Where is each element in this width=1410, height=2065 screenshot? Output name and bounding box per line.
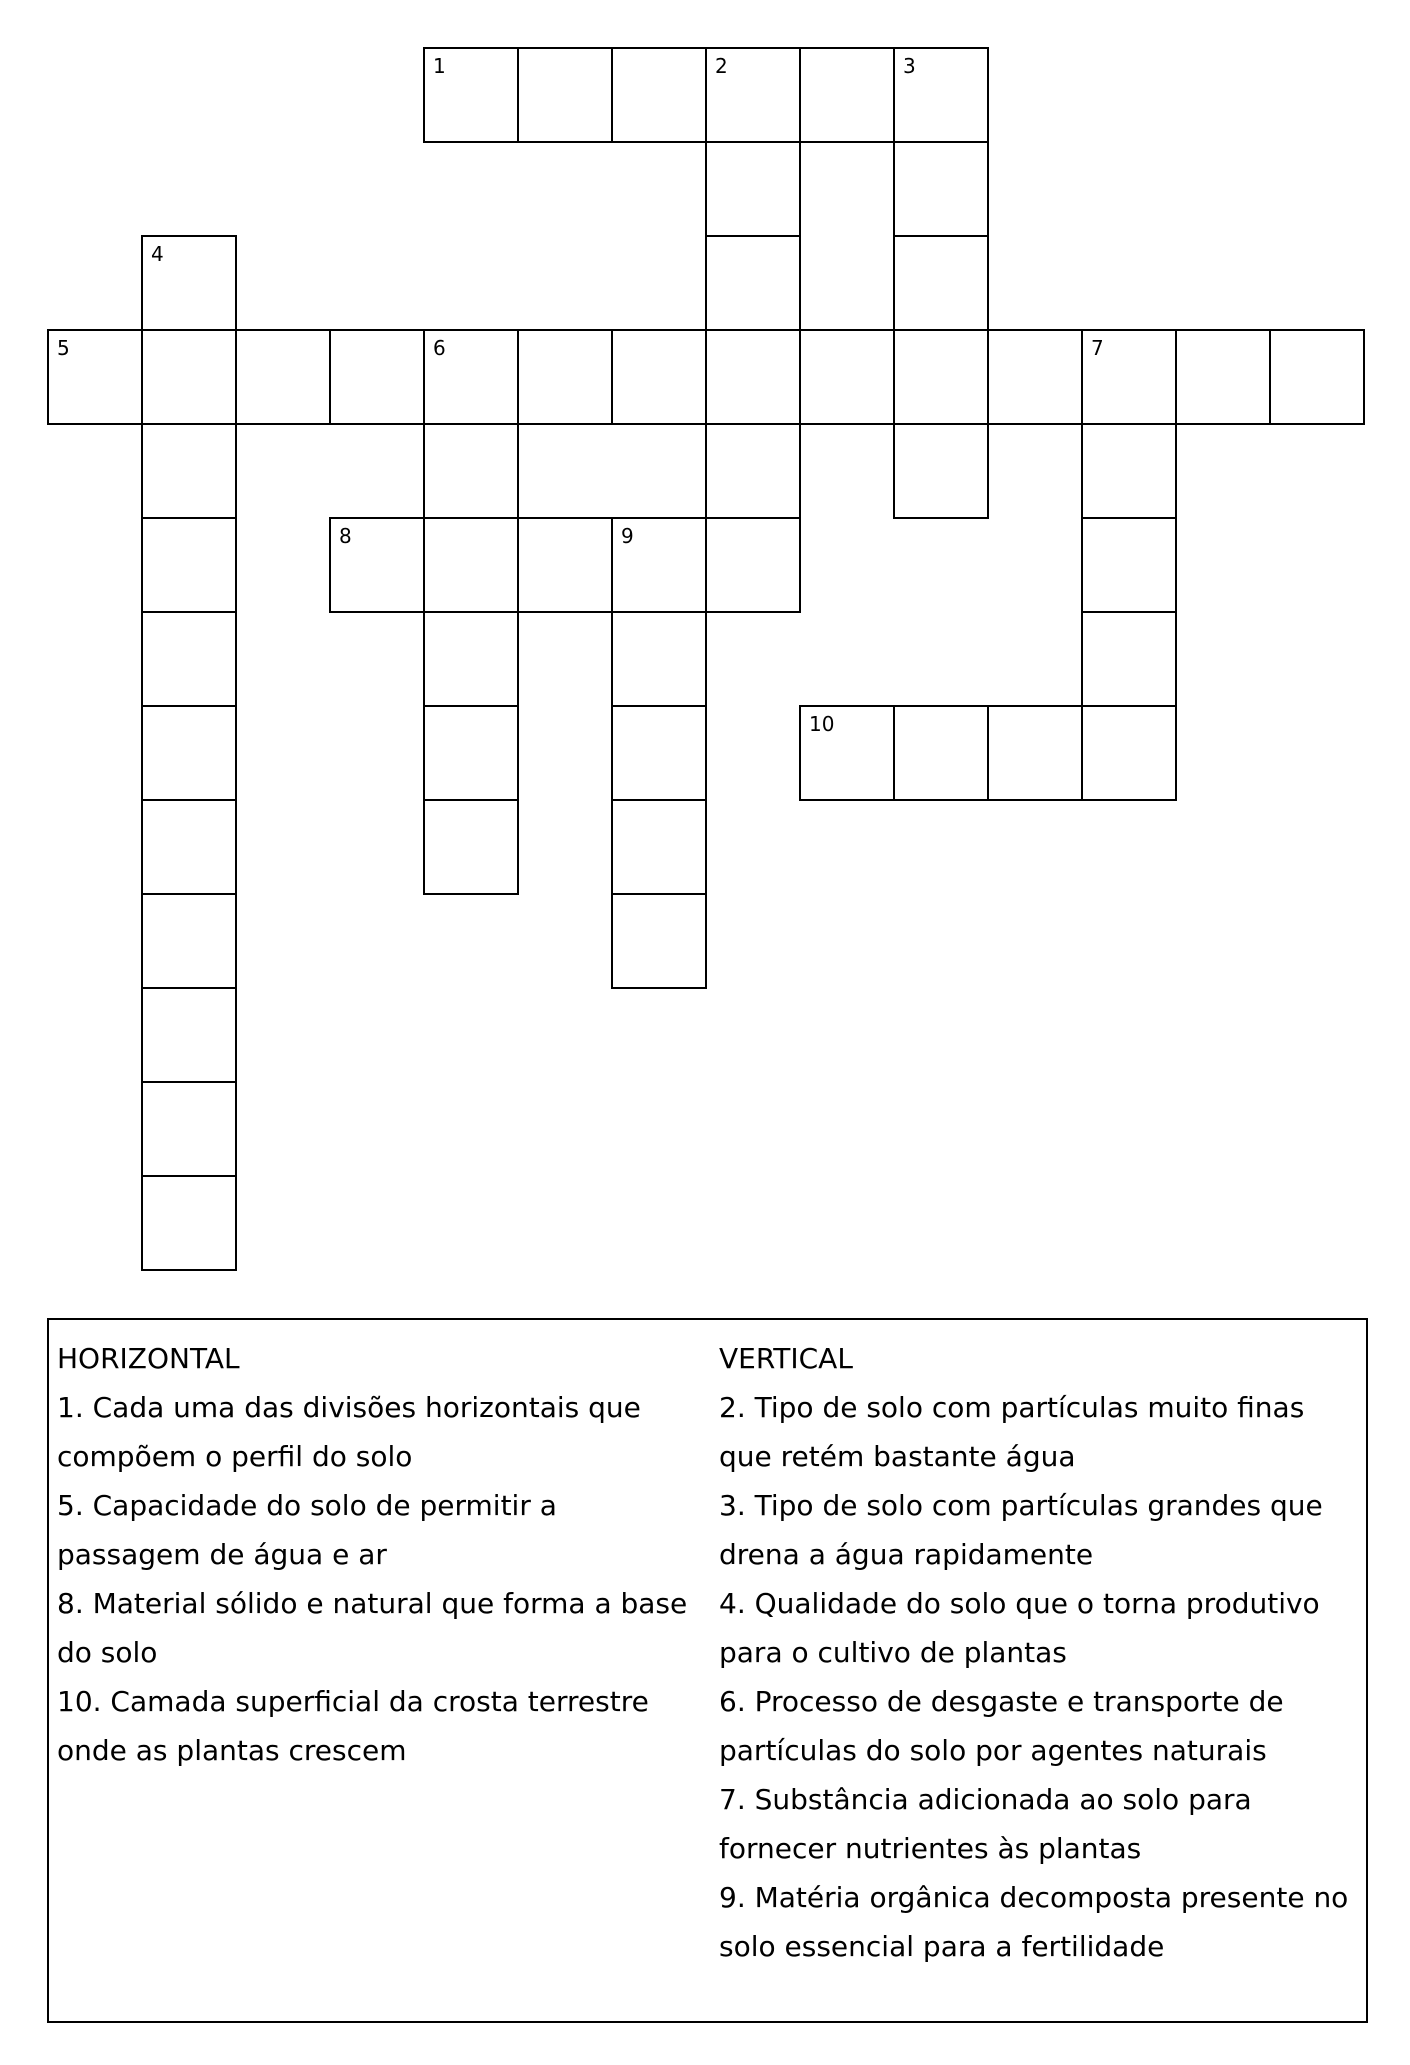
grid-cell[interactable] <box>1081 611 1177 707</box>
grid-cell[interactable] <box>611 799 707 895</box>
grid-cell[interactable] <box>423 517 519 613</box>
grid-cell[interactable] <box>611 611 707 707</box>
grid-cell[interactable] <box>705 329 801 425</box>
grid-cell[interactable] <box>141 893 237 989</box>
grid-cell[interactable] <box>611 517 707 613</box>
grid-cell[interactable] <box>611 329 707 425</box>
grid-cell[interactable] <box>1081 705 1177 801</box>
grid-cell[interactable] <box>705 423 801 519</box>
grid-cell[interactable] <box>423 799 519 895</box>
vertical-clue-7: 7. Substância adicionada ao solo para fornecer nutrientes às plantas <box>719 1783 1252 1865</box>
cell-number: 5 <box>57 336 70 360</box>
grid-cell[interactable] <box>893 47 989 143</box>
cell-number: 9 <box>621 524 634 548</box>
cell-number: 7 <box>1091 336 1104 360</box>
grid-cell[interactable] <box>1081 517 1177 613</box>
cell-number: 2 <box>715 54 728 78</box>
grid-cell[interactable] <box>1081 329 1177 425</box>
grid-cell[interactable] <box>611 705 707 801</box>
grid-cell[interactable] <box>987 705 1083 801</box>
grid-cell[interactable] <box>517 329 613 425</box>
grid-cell[interactable] <box>329 517 425 613</box>
grid-cell[interactable] <box>1175 329 1271 425</box>
grid-cell[interactable] <box>799 705 895 801</box>
grid-cell[interactable] <box>705 235 801 331</box>
grid-cell[interactable] <box>423 423 519 519</box>
horizontal-heading: HORIZONTAL <box>57 1342 240 1375</box>
grid-cell[interactable] <box>893 141 989 237</box>
grid-cell[interactable] <box>235 329 331 425</box>
grid-cell[interactable] <box>799 47 895 143</box>
grid-cell[interactable] <box>141 1175 237 1271</box>
cell-number: 1 <box>433 54 446 78</box>
grid-cell[interactable] <box>141 799 237 895</box>
grid-cell[interactable] <box>893 705 989 801</box>
grid-cell[interactable] <box>1269 329 1365 425</box>
grid-cell[interactable] <box>705 141 801 237</box>
grid-cell[interactable] <box>423 329 519 425</box>
horizontal-clue-1: 1. Cada uma das divisões horizontais que compõem o perfil do solo <box>57 1391 641 1473</box>
vertical-clue-2: 2. Tipo de solo com partículas muito finas que retém bastante água <box>719 1391 1305 1473</box>
cell-number: 10 <box>809 712 835 736</box>
grid-cell[interactable] <box>141 705 237 801</box>
grid-cell[interactable] <box>141 611 237 707</box>
vertical-clue-9: 9. Matéria orgânica decomposta presente no solo essencial para a fertilidade <box>719 1881 1349 1963</box>
vertical-clue-3: 3. Tipo de solo com partículas grandes que drena a água rapidamente <box>719 1489 1323 1571</box>
horizontal-clues <box>57 1334 697 1775</box>
grid-cell[interactable] <box>141 517 237 613</box>
cell-number: 3 <box>903 54 916 78</box>
horizontal-clue-5: 5. Capacidade do solo de permitir a passagem de água e ar <box>57 1489 557 1571</box>
grid-cell[interactable] <box>799 329 895 425</box>
grid-cell[interactable] <box>987 329 1083 425</box>
grid-cell[interactable] <box>611 47 707 143</box>
grid-cell[interactable] <box>705 517 801 613</box>
grid-cell[interactable] <box>1081 423 1177 519</box>
horizontal-clue-10: 10. Camada superficial da crosta terrestre onde as plantas crescem <box>57 1685 649 1767</box>
grid-cell[interactable] <box>611 893 707 989</box>
grid-cell[interactable] <box>705 47 801 143</box>
vertical-clue-4: 4. Qualidade do solo que o torna produtivo para o cultivo de plantas <box>719 1587 1320 1669</box>
grid-cell[interactable] <box>893 423 989 519</box>
grid-cell[interactable] <box>141 987 237 1083</box>
vertical-clue-6: 6. Processo de desgaste e transporte de partículas do solo por agentes naturais <box>719 1685 1284 1767</box>
grid-cell[interactable] <box>893 329 989 425</box>
vertical-clues <box>719 1334 1359 1971</box>
grid-cell[interactable] <box>893 235 989 331</box>
cell-number: 4 <box>151 242 164 266</box>
grid-cell[interactable] <box>517 47 613 143</box>
cell-number: 6 <box>433 336 446 360</box>
grid-cell[interactable] <box>329 329 425 425</box>
grid-cell[interactable] <box>47 329 143 425</box>
horizontal-clue-8: 8. Material sólido e natural que forma a base do solo <box>57 1587 688 1669</box>
grid-cell[interactable] <box>423 47 519 143</box>
grid-cell[interactable] <box>423 705 519 801</box>
clue-box <box>47 1318 1368 2023</box>
grid-cell[interactable] <box>141 329 237 425</box>
grid-cell[interactable] <box>141 423 237 519</box>
cell-number: 8 <box>339 524 352 548</box>
vertical-heading: VERTICAL <box>719 1342 853 1375</box>
grid-cell[interactable] <box>423 611 519 707</box>
grid-cell[interactable] <box>517 517 613 613</box>
grid-cell[interactable] <box>141 1081 237 1177</box>
grid-cell[interactable] <box>141 235 237 331</box>
